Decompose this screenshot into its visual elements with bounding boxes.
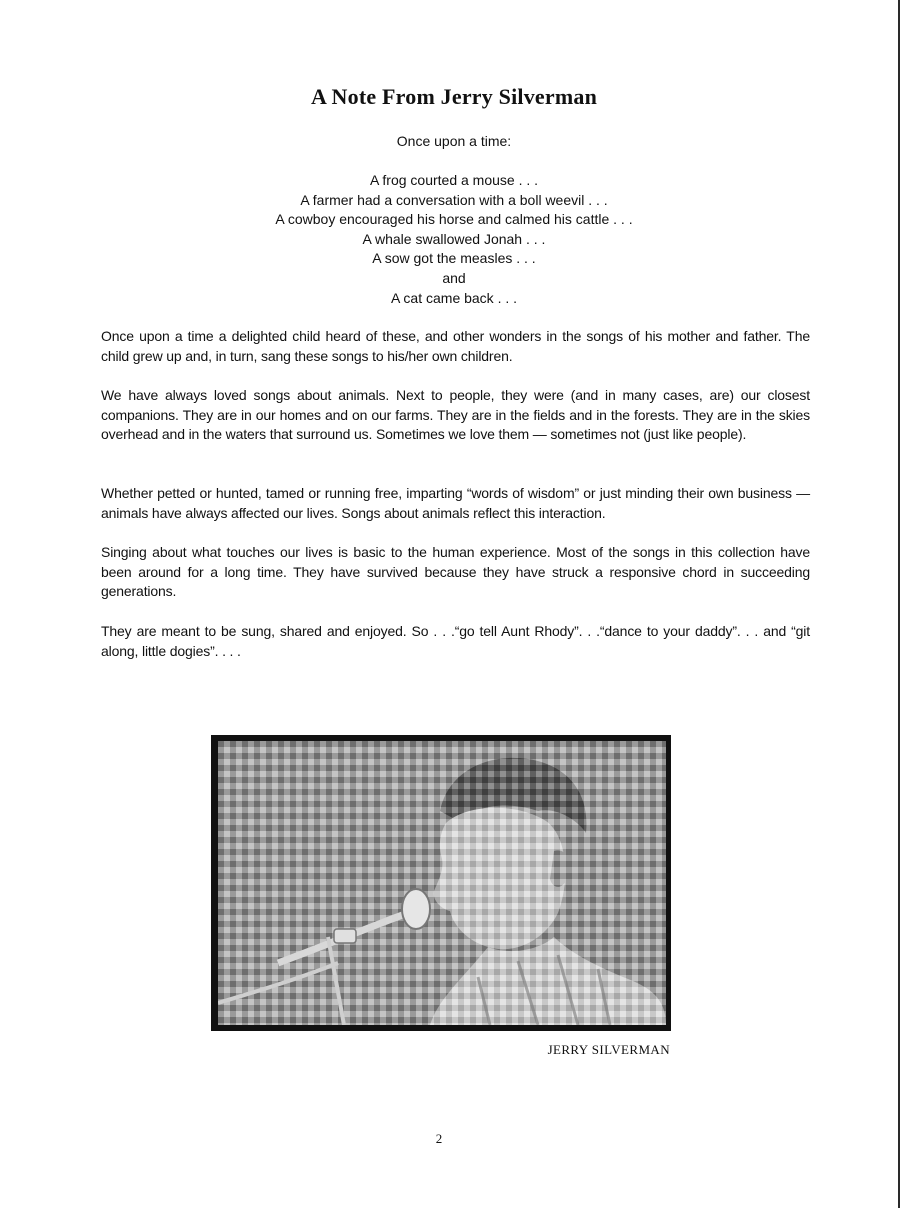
body-paragraph: They are meant to be sung, shared and enjoyed. So . . .“go tell Aunt Rhody”. . .“dance to your daddy”. . . and “git along, little dogies”. . . . bbox=[101, 623, 810, 659]
body-paragraph: Whether petted or hunted, tamed or running free, imparting “words of wisdom” or just minding their own business — animals have always affected our lives. Songs about animals reflect this interaction. bbox=[101, 485, 810, 521]
poem-line: and bbox=[442, 269, 466, 286]
poem-line: A farmer had a conversation with a boll weevil . . . bbox=[300, 191, 608, 208]
poem-line: A frog courted a mouse . . . bbox=[369, 172, 539, 188]
body-paragraph: We have always loved songs about animals. Next to people, they were (and in many cases, are) our closest companions. They are in our homes and on our farms. They are in the fields and in the forests. They are in the skies overhead and in the waters that surround us. Sometimes we love them — sometimes not (just like people). bbox=[101, 387, 810, 443]
halftone-photo-image bbox=[218, 741, 666, 1025]
poem-line: A sow got the measles . . . bbox=[372, 250, 536, 267]
poem-line: A whale swallowed Jonah . . . bbox=[362, 230, 546, 247]
page-number: 2 bbox=[435, 1131, 443, 1146]
poem-line: A cowboy encouraged his horse and calmed his cattle . . . bbox=[275, 211, 633, 228]
page-title: A Note From Jerry Silverman bbox=[310, 84, 598, 109]
author-photo bbox=[211, 735, 671, 1031]
poem-line: A cat came back . . . bbox=[390, 289, 518, 306]
poem bbox=[0, 171, 900, 308]
body-paragraph: Once upon a time a delighted child heard of these, and other wonders in the songs of his mother and father. The child grew up and, in turn, sang these songs to his/her own children. bbox=[101, 328, 810, 364]
photo-caption: JERRY SILVERMAN bbox=[547, 1042, 670, 1057]
body-paragraph: Singing about what touches our lives is basic to the human experience. Most of the songs in this collection have been around for a long time. They have survived because they have struck a responsive chord in succeeding generations. bbox=[101, 544, 810, 600]
intro-line: Once upon a time: bbox=[396, 133, 512, 149]
